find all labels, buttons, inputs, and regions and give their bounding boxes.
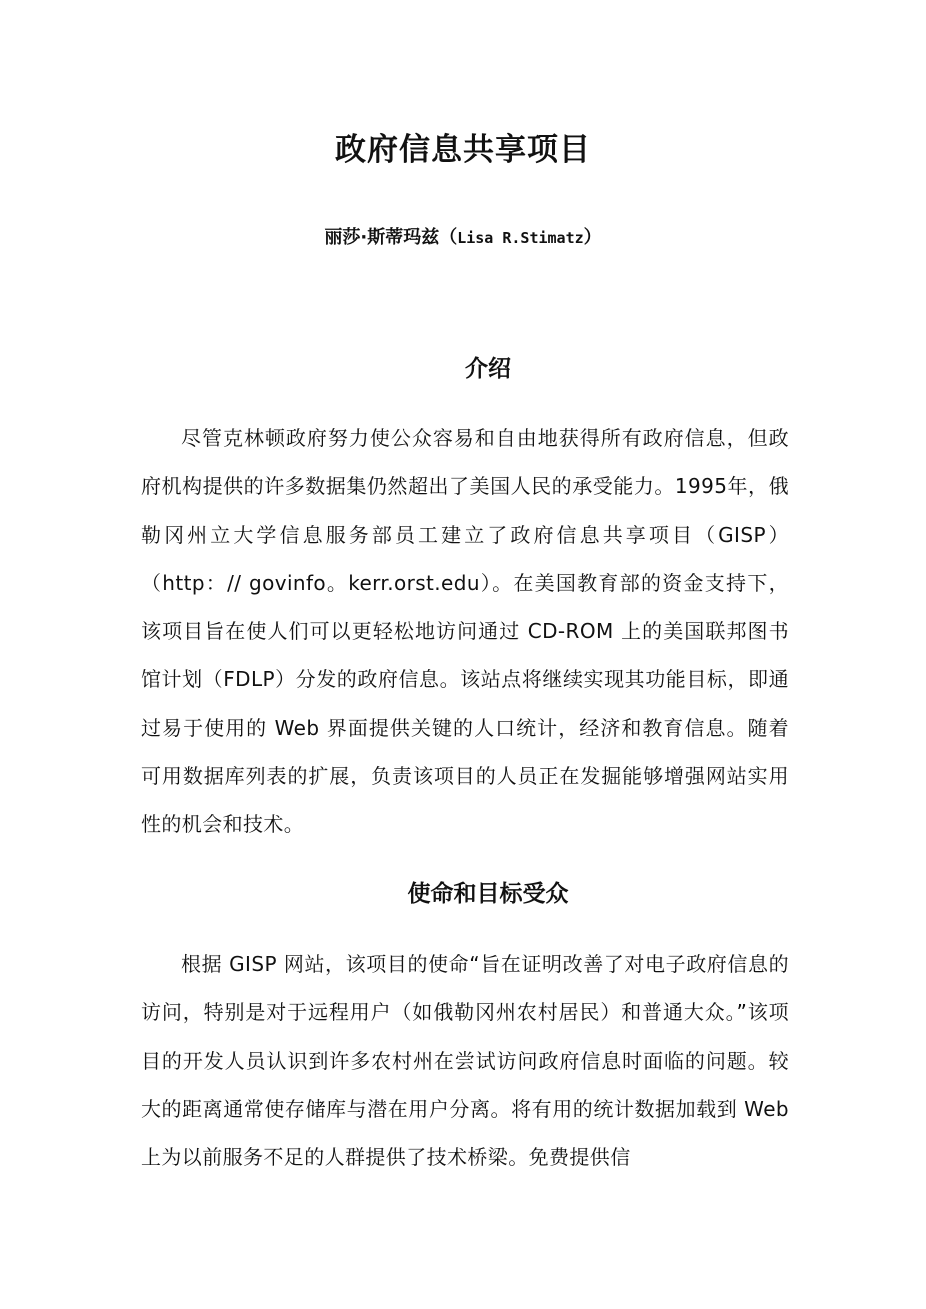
author-close-paren: ）: [583, 227, 602, 248]
section-paragraph-mission: 根据 GISP 网站，该项目的使命“旨在证明改善了对电子政府信息的访问，特别是对于远程用户（如俄勒冈州农村居民）和普通大众。”该项目的开发人员认识到许多农村州在尝试访问政府信息时面临的问题。较大的距离通常使存储库与潜在用户分离。将有用的统计数据加载到 Web 上为以前服务不足的人群提供了技术桥梁。免费提供信: [141, 952, 789, 1170]
section-heading-mission: 使命和目标受众: [407, 881, 569, 907]
document-title: 政府信息共享项目: [335, 132, 591, 168]
author-name-latin: Lisa R.Stimatz: [457, 229, 584, 247]
author-line: [0, 224, 926, 252]
author-name-cn: 丽莎·斯蒂玛兹（: [324, 227, 458, 248]
section-paragraph-intro: 尽管克林顿政府努力使公众容易和自由地获得所有政府信息，但政府机构提供的许多数据集仍然超出了美国人民的承受能力。1995年，俄勒冈州立大学信息服务部员工建立了政府信息共享项目（GISP）（http：// govinfo。kerr.orst.edu）。在美国教育部的资金支持下，该项目旨在使人们可以更轻松地访问通过 CD-ROM 上的美国联邦图书馆计划（FDLP）分发的政府信息。该站点将继续实现其功能目标，即通过易于使用的 Web 界面提供关键的人口统计，经济和教育信息。随着可用数据库列表的扩展，负责该项目的人员正在发掘能够增强网站实用性的机会和技术。: [141, 426, 789, 837]
section-heading-intro: 介绍: [465, 356, 511, 382]
